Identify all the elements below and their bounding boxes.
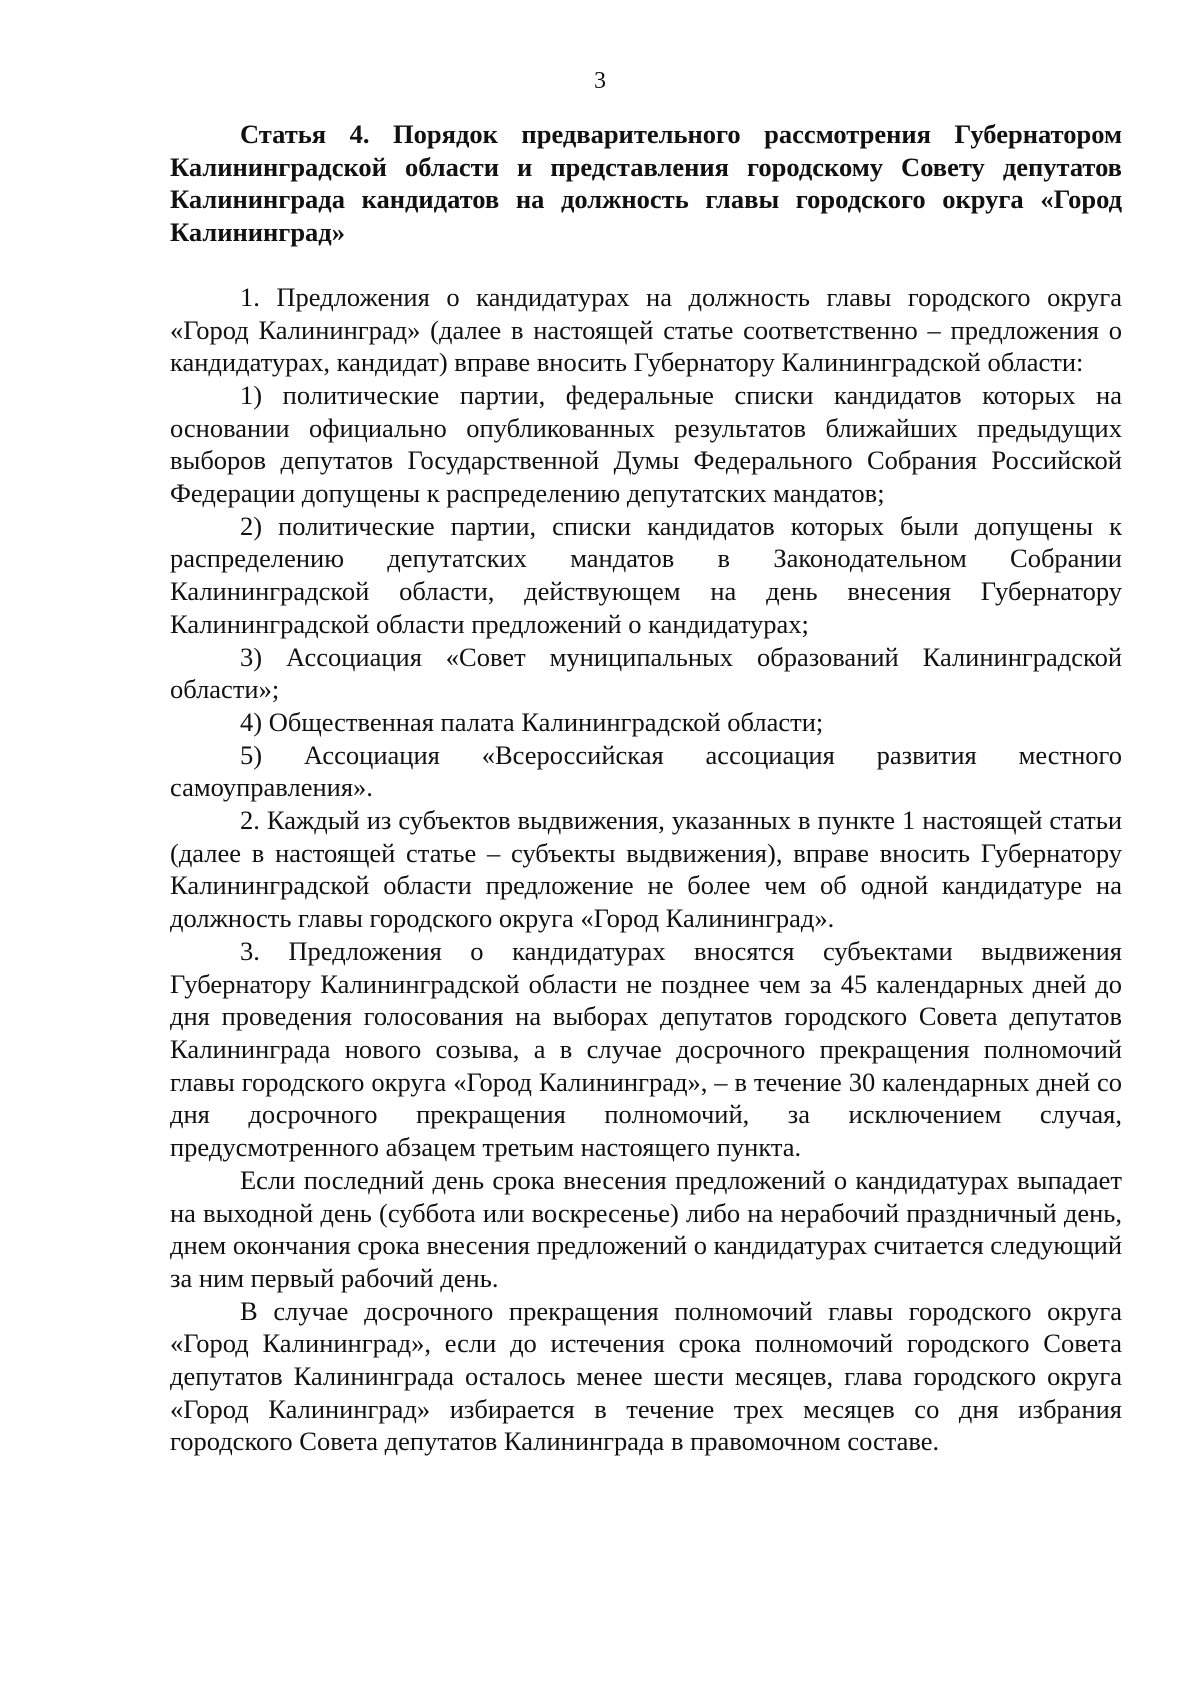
list-item-4: 4) Общественная палата Калининградской области; bbox=[240, 706, 824, 737]
list-item-5: 5) Ассоциация «Всероссийская ассоциация развития местного самоуправления». bbox=[170, 739, 1122, 803]
article-title: Статья 4. Порядок предварительного рассмотрения Губернатором Калининградской области и представления городскому Совету депутатов Калининграда кандидатов на должность главы городского округа «Город Калининград» bbox=[170, 119, 1122, 248]
paragraph-item-2: 2. Каждый из субъектов выдвижения, указанных в пункте 1 настоящей статьи (далее в настоящей статье – субъекты выдвижения), вправе вносить Губернатору Калининградской области предложение не более чем об одной кандидатуре на должность главы городского округа «Город Калининград». bbox=[170, 805, 1122, 934]
paragraph-item-3: 3. Предложения о кандидатурах вносятся субъектами выдвижения Губернатору Калининградской области не позднее чем за 45 календарных дней до дня проведения голосования на выборах депутатов городского Совета депутатов Калининграда нового созыва, а в случае досрочного прекращения полномочий главы городского округа «Город Калининград», – в течение 30 календарных дней со дня досрочного прекращения полномочий, за исключением случая, предусмотренного абзацем третьим настоящего пункта. bbox=[170, 935, 1122, 1163]
paragraph-early-termination: В случае досрочного прекращения полномочий главы городского округа «Город Калининград», если до истечения срока полномочий городского Совета депутатов Калининграда осталось менее шести месяцев, глава городского округа «Город Калининград» избирается в течение трех месяцев со дня избрания городского Совета депутатов Калининграда в правомочном составе. bbox=[170, 1295, 1122, 1457]
title-spacer bbox=[170, 249, 1122, 281]
paragraph-deadline-holiday: Если последний день срока внесения предложений о кандидатурах выпадает на выходной день (суббота или воскресенье) либо на нерабочий праздничный день, днем окончания срока внесения предложений о кандидатурах считается следующий за ним первый рабочий день. bbox=[170, 1164, 1122, 1293]
document-body bbox=[170, 118, 1122, 1458]
list-item-1: 1) политические партии, федеральные списки кандидатов которых на основании официально опубликованных результатов ближайших предыдущих выборов депутатов Государственной Думы Федерального Собрания Российской Федерации допущены к распределению депутатских мандатов; bbox=[170, 379, 1122, 509]
page-number: 3 bbox=[594, 68, 606, 94]
list-item-2: 2) политические партии, списки кандидатов которых были допущены к распределению депутатских мандатов в Законодательном Собрании Калининградской области, действующем на день внесения Губернатору Калининградской области предложений о кандидатурах; bbox=[170, 510, 1122, 639]
paragraph-item-1: 1. Предложения о кандидатурах на должность главы городского округа «Город Калининград» (далее в настоящей статье соответственно – предложения о кандидатурах, кандидат) вправе вносить Губернатору Калининградской области: bbox=[170, 281, 1122, 378]
list-item-3: 3) Ассоциация «Совет муниципальных образований Калининградской области»; bbox=[170, 641, 1122, 705]
